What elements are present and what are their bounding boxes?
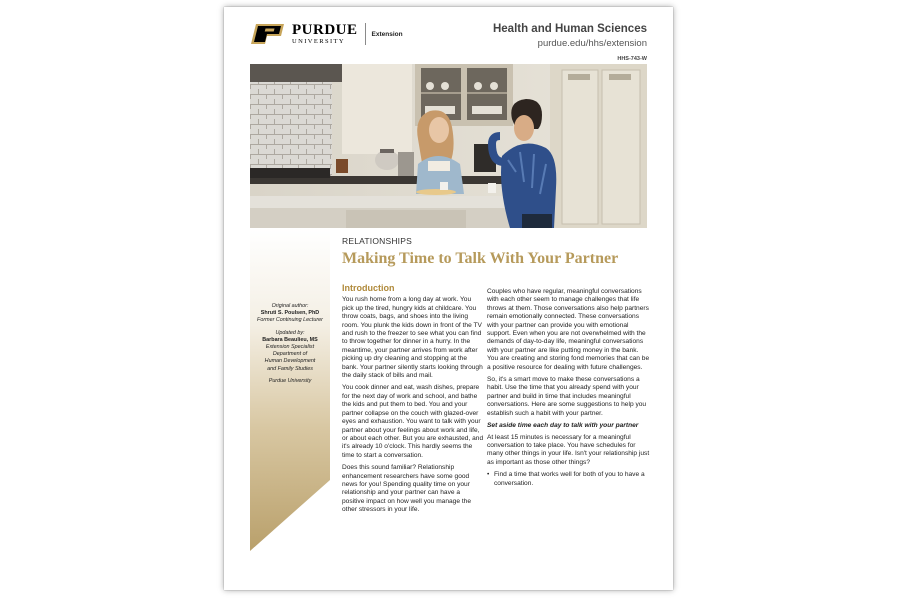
publication-code: HHS-743-W (617, 56, 647, 62)
institution-name: Purdue University (268, 377, 312, 384)
paragraph: At least 15 minutes is necessary for a meaningful conversation to take place. You have schedules for many other things in your life. Isn't your relationship just as important as those other things? (487, 433, 650, 466)
logo-subtitle: UNIVERSITY (292, 37, 345, 45)
logo-wordmark: PURDUE (292, 21, 358, 38)
department-name: Health and Human Sciences (492, 23, 647, 35)
body-column-1 (342, 284, 484, 519)
purdue-logo (250, 22, 403, 46)
original-author-title: Former Continuing Lecturer (257, 317, 323, 324)
paragraph: You rush home from a long day at work. You pick up the tired, hungry kids at childcare. You throw coats, bags, and shoes into the living room. You plunk the kids down in front of the TV and rush to the freezer to see what you can find to throw together for dinner in a hurry. In the meantime, your partner arrives from work after picking up dry cleaning and stopping at the bank. Your partner silently starts looking through the daily stack of bills and mail. (342, 296, 483, 380)
department-line-1: Department of (272, 351, 308, 358)
author-credits (250, 303, 330, 385)
sidebar-gold-band (250, 228, 330, 551)
hero-photo (250, 64, 647, 228)
section-kicker: RELATIONSHIPS (342, 236, 412, 246)
bullet-item (487, 471, 651, 488)
subheading: Set aside time each day to talk with your partner (487, 422, 639, 430)
logo-divider (365, 23, 366, 45)
original-author-name: Shruti S. Poulsen, PhD (260, 310, 320, 317)
updated-author-name: Barbara Beaulieu, MS (262, 336, 318, 343)
department-line-3: and Family Studies (267, 365, 313, 372)
bullet-glyph: • (487, 471, 490, 479)
article-title: Making Time to Talk With Your Partner (342, 250, 619, 267)
paragraph: Does this sound familiar? Relationship enhancement researchers have some good news for you! Spending quality time on your relationship and your partner can have a positive impact on how well you manage the other stressors in your life. (342, 464, 472, 514)
document-page (224, 7, 673, 590)
paragraph: Couples who have regular, meaningful conversations with each other seem to manage challenges that life throws at them. Those conversations also help partners remain emotionally connected. These conversations with your partner can provide you with emotional support. Even when you are not overwhelmed with the demands of day-to-day life, meaningful conversations with your partner are like putting money in the bank. You are creating and storing fond memories that can be a positive resource for dealing with future challenges. (487, 288, 650, 371)
paragraph: You cook dinner and eat, wash dishes, prepare for the next day of work and school, and bathe the kids and put them to bed. You and your partner collapse on the couch with glazed-over eyes and exhaustion. You want to talk with your partner about your feelings about work and life, or about each other. But you are exhausted, and it's already 10 o'clock. This hardly seems the time to start a conversation. (342, 384, 484, 459)
paragraph: So, it's a smart move to make these conversations a habit. Use the time that you already spend with your partner and build in time that includes meaningful conversations. Here are some suggestions to help you establish such a habit with your partner. (487, 376, 647, 417)
extension-label: Extension (371, 30, 403, 38)
department-line-2: Human Development (264, 358, 316, 365)
purdue-p-mark-icon (250, 23, 286, 45)
updated-by-label: Updated by: (275, 329, 305, 336)
bullet-text: Find a time that works well for both of you to have a conversation. (494, 471, 645, 487)
original-author-label: Original author: (271, 303, 309, 309)
department-url: purdue.edu/hhs/extension (537, 38, 647, 49)
body-column-2 (487, 288, 651, 488)
updated-author-title: Extension Specialist (265, 344, 315, 351)
header-right (493, 23, 647, 62)
introduction-heading: Introduction (342, 283, 395, 293)
